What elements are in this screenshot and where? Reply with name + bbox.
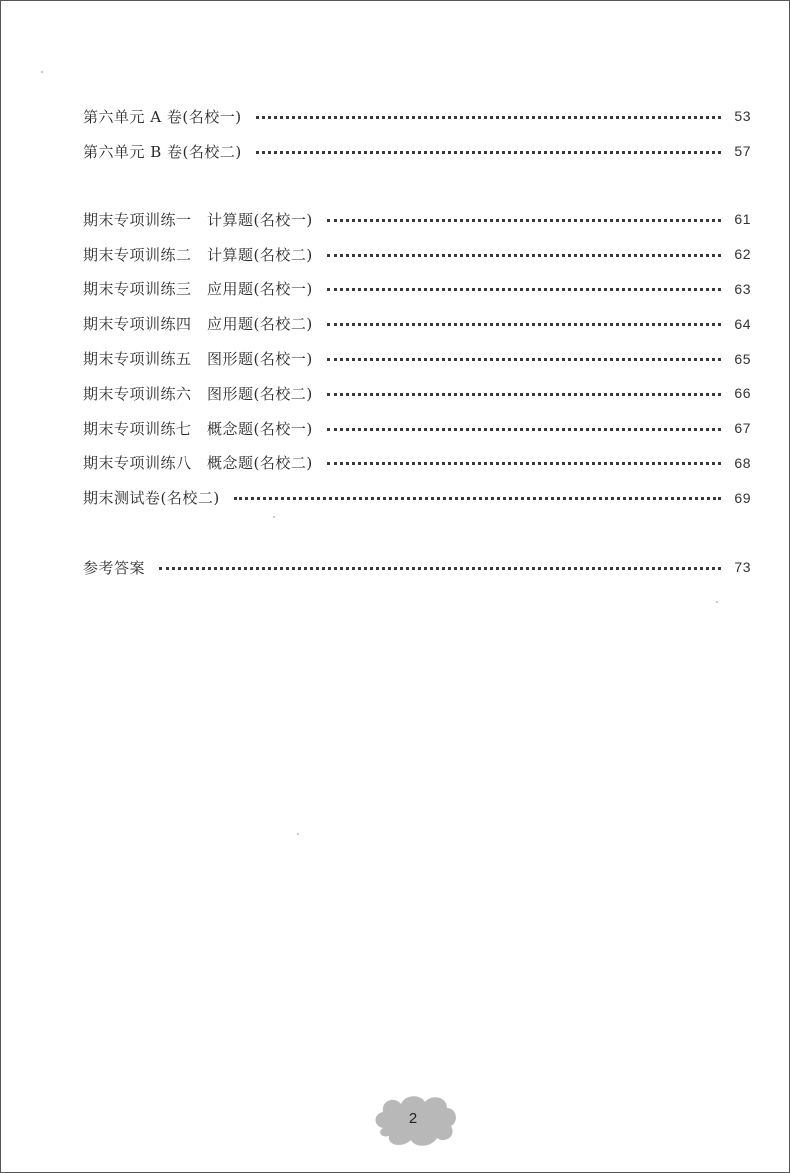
toc-entry[interactable]: [83, 480, 751, 515]
toc-entry-page: 63: [734, 280, 751, 297]
toc-leader-dots: [327, 428, 721, 431]
toc-leader-dots: [256, 151, 721, 154]
toc-entry[interactable]: [83, 272, 751, 307]
toc-entry[interactable]: [83, 202, 751, 237]
toc-entry-page: 73: [734, 559, 751, 576]
toc-leader-dots: [327, 358, 721, 361]
toc-leader-dots: [256, 116, 721, 119]
toc-entry-title: 期末测试卷(名校二): [83, 489, 220, 508]
paper-speck: [716, 601, 718, 603]
toc-leader-dots: [327, 219, 721, 222]
toc-entry-page: 68: [734, 454, 751, 471]
toc-entry-title: 期末专项训练二 计算题(名校二): [83, 245, 313, 264]
toc-leader-dots: [327, 288, 721, 291]
toc-entry[interactable]: [83, 99, 751, 134]
toc-group-final-training: [83, 202, 751, 515]
toc-entry-page: 69: [734, 489, 751, 506]
toc-leader-dots: [159, 567, 721, 570]
toc-entry-title: 第六单元 A 卷(名校一): [83, 107, 242, 126]
toc-entry[interactable]: [83, 134, 751, 169]
toc-entry-title: 期末专项训练四 应用题(名校二): [83, 315, 313, 334]
toc-entry-title: 参考答案: [83, 558, 146, 577]
page-number: 2: [408, 1110, 418, 1127]
paper-speck: [273, 516, 275, 518]
toc-entry-title: 期末专项训练八 概念题(名校二): [83, 454, 313, 473]
toc-group-unit-six: [83, 99, 751, 169]
toc-entry[interactable]: [83, 376, 751, 411]
toc-entry-title: 期末专项训练三 应用题(名校一): [83, 280, 313, 299]
toc-entry-title: 期末专项训练五 图形题(名校一): [83, 350, 313, 369]
toc-entry[interactable]: [83, 341, 751, 376]
toc-entry-page: 61: [734, 211, 751, 228]
toc-entry-title: 期末专项训练一 计算题(名校一): [83, 210, 313, 229]
toc-entry-title: 第六单元 B 卷(名校二): [83, 142, 242, 161]
toc-entry-page: 65: [734, 350, 751, 367]
toc-leader-dots: [327, 254, 721, 257]
toc-entry[interactable]: [83, 550, 751, 585]
paper-speck: [297, 833, 299, 835]
toc-entry-page: 67: [734, 420, 751, 437]
toc-entry-title: 期末专项训练七 概念题(名校一): [83, 419, 313, 438]
toc-leader-dots: [327, 393, 721, 396]
toc-leader-dots: [234, 497, 721, 500]
page-number-badge: [373, 1092, 461, 1150]
toc-entry-page: 57: [734, 143, 751, 160]
toc-entry[interactable]: [83, 411, 751, 446]
toc-group-answers: [83, 550, 751, 585]
toc-entry-page: 64: [734, 315, 751, 332]
toc-entry-page: 53: [734, 108, 751, 125]
toc-leader-dots: [327, 323, 721, 326]
paper-speck: [41, 71, 43, 73]
toc-leader-dots: [327, 462, 721, 465]
toc-entry-page: 66: [734, 385, 751, 402]
toc-entry-page: 62: [734, 246, 751, 263]
toc-entry[interactable]: [83, 237, 751, 272]
toc-entry[interactable]: [83, 306, 751, 341]
toc-entry[interactable]: [83, 446, 751, 481]
toc-entry-title: 期末专项训练六 图形题(名校二): [83, 384, 313, 403]
